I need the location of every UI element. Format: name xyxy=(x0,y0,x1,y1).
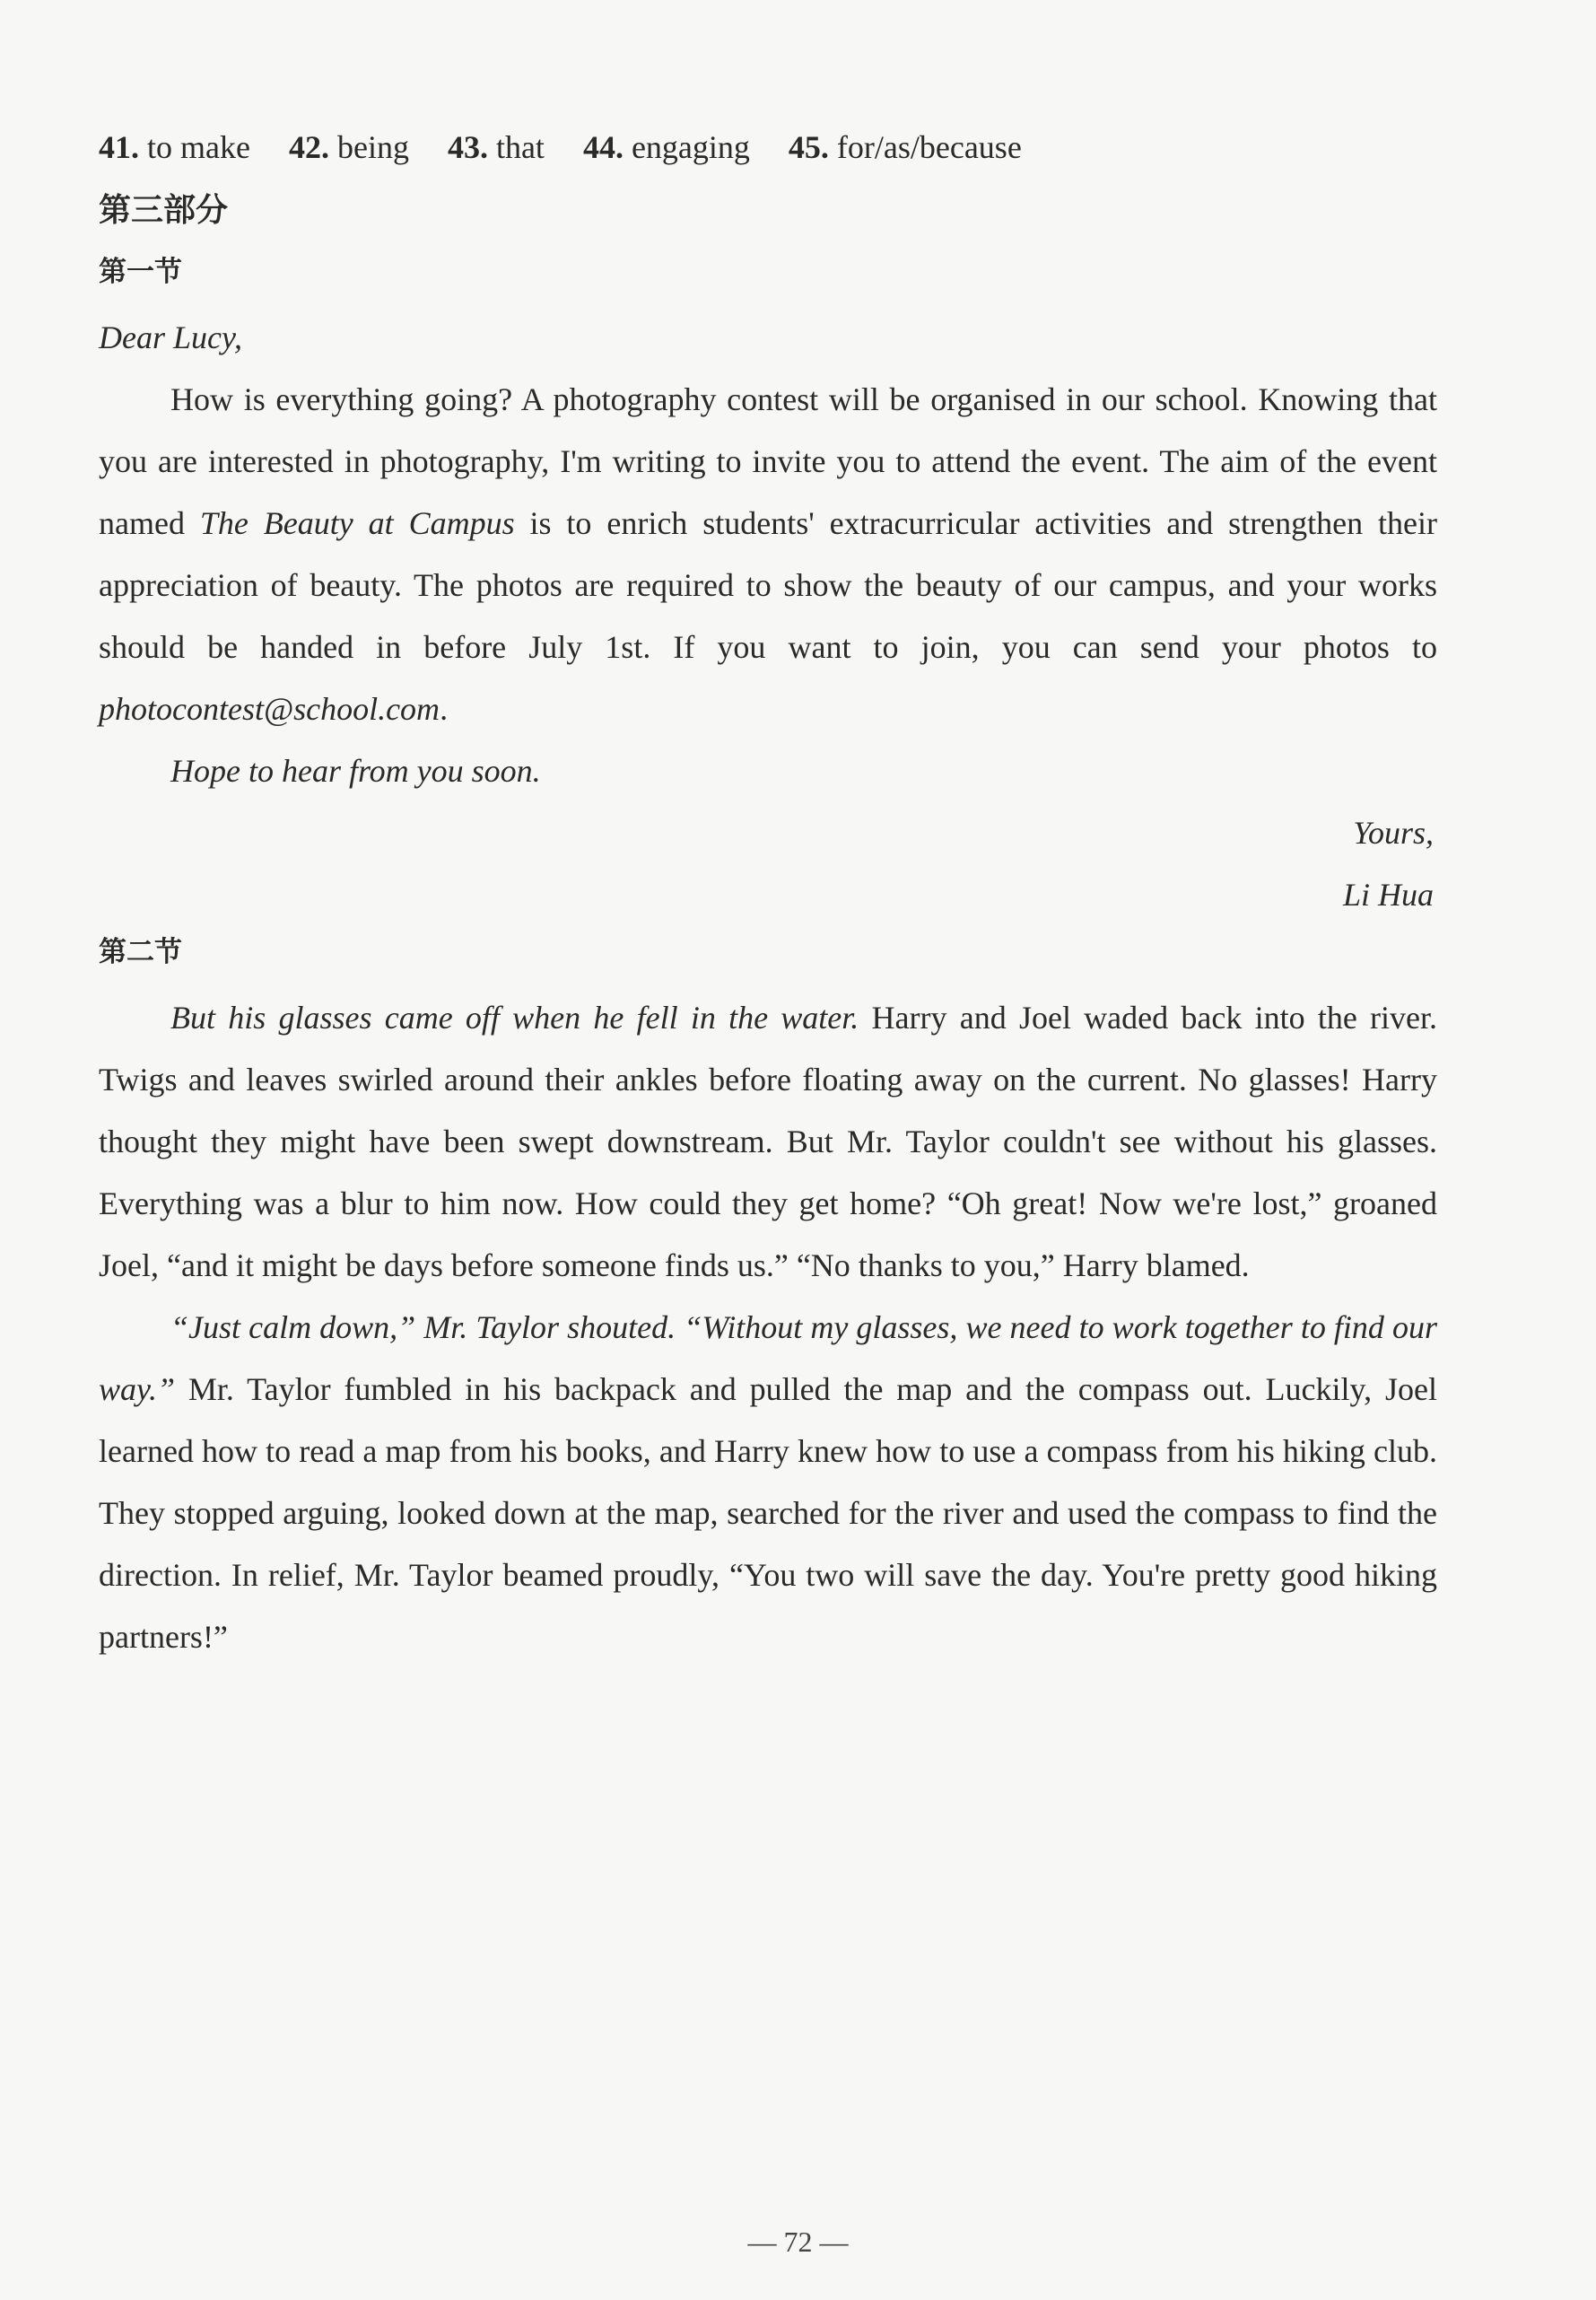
contest-email: photocontest@school.com xyxy=(99,691,440,727)
answer-45: 45. for/as/because xyxy=(788,129,1022,165)
page-number: — 72 — xyxy=(747,2226,849,2258)
event-name: The Beauty at Campus xyxy=(199,505,515,541)
section1-title: 第一节 xyxy=(99,256,182,288)
section2-title: 第二节 xyxy=(99,936,182,968)
answer-44: 44. engaging xyxy=(582,129,750,165)
letter-body: How is everything going? A photography contest will be organised in our school. Knowing that you are interested in photography, I'm writing to invite you to attend the event. The aim of the event named The Beauty at Campus is to enrich students' extracurricular activities and strengthen their appreciation of beauty. The photos are required to show the beauty of our campus, and your works should be handed in before July 1st. If you want to join, you can send your photos to photocontest@school.com. xyxy=(99,381,1437,727)
answer-41: 41. to make xyxy=(99,129,250,165)
document-page xyxy=(99,126,1437,1668)
answer-43: 43. that xyxy=(447,129,545,165)
letter-closing: Hope to hear from you soon. xyxy=(170,753,541,789)
story-paragraph-2: “Just calm down,” Mr. Taylor shouted. “Without my glasses, we need to work together to find our way.” Mr. Taylor fumbled in his backpack and pulled the map and the compass out. Luckily, Joel learned how to read a map from his books, and Harry knew how to use a compass from his hiking club. They stopped arguing, looked down at the map, searched for the river and used the compass to find the direction. In relief, Mr. Taylor beamed proudly, “You two will save the day. You're pretty good hiking partners!” xyxy=(99,1309,1437,1655)
letter-sign-off: Yours, xyxy=(1353,815,1434,851)
letter-salutation: Dear Lucy, xyxy=(99,319,242,355)
letter-signature: Li Hua xyxy=(1342,877,1434,913)
answer-key-row xyxy=(99,126,1437,169)
story-paragraph-1: But his glasses came off when he fell in the water. Harry and Joel waded back into the river. Twigs and leaves swirled around their ankles before floating away on the current. No glasses! Harry thought they might have been swept downstream. But Mr. Taylor couldn't see without his glasses. Everything was a blur to him now. How could they get home? “Oh great! Now we're lost,” groaned Joel, “and it might be days before someone finds us.” “No thanks to you,” Harry blamed. xyxy=(99,1000,1438,1283)
part-title: 第三部分 xyxy=(99,192,229,229)
answer-42: 42. being xyxy=(288,129,409,165)
